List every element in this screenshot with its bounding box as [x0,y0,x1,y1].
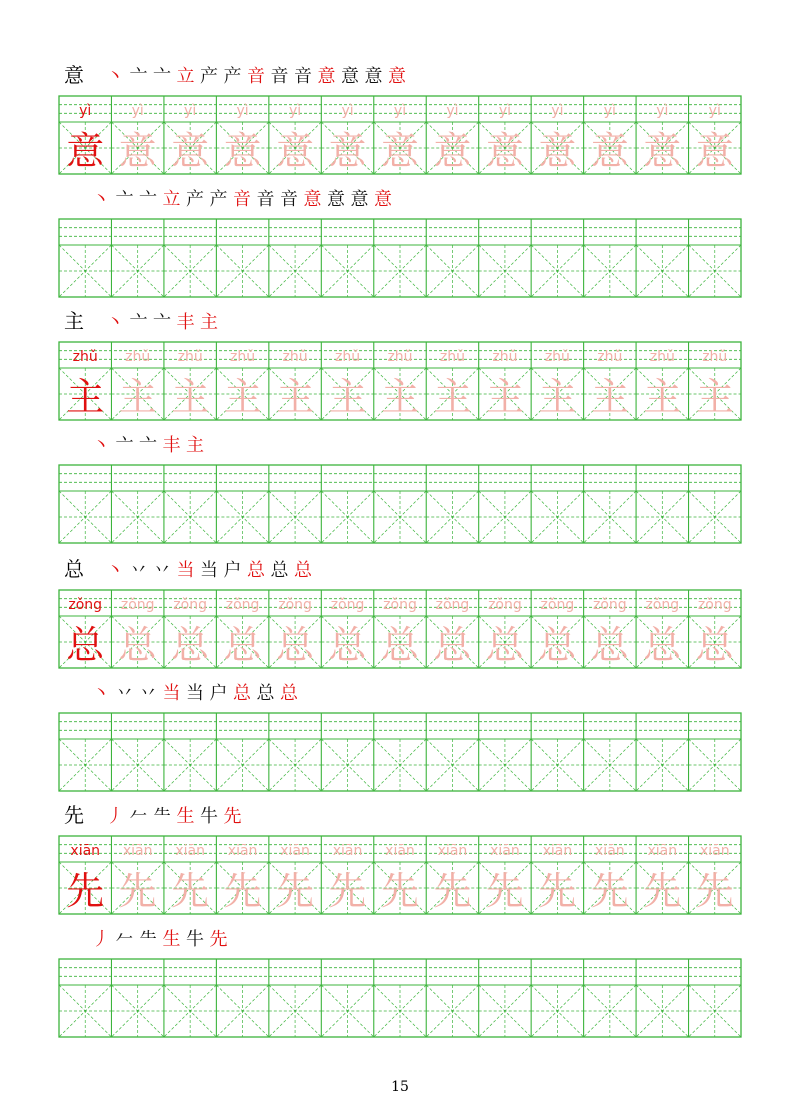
pinyin-label: xiān [70,843,101,859]
writing-cell[interactable] [111,245,163,297]
stroke-step: 音 [247,66,265,87]
stroke-step: 立 [176,66,195,87]
writing-cell[interactable] [216,985,268,1037]
stroke-step: 丶 [106,66,124,87]
practice-stroke-order [92,185,398,211]
pinyin-trace: zhǔ [282,349,308,365]
practice-stroke-order [92,679,304,705]
writing-cell[interactable] [321,491,373,543]
writing-cell[interactable] [636,985,688,1037]
trace-character: 意 [223,129,262,173]
pinyin-trace: yì [603,103,616,119]
pinyin-trace: zǒng [225,597,260,613]
stroke-step: 亠 [139,435,157,456]
writing-cell[interactable] [479,739,531,791]
writing-cell[interactable] [689,985,741,1037]
stroke-step: 户 [209,683,228,704]
trace-character: 先 [328,869,367,913]
writing-cell[interactable] [689,245,741,297]
trace-character: 主 [380,375,420,419]
trace-character: 总 [643,623,682,667]
stroke-step: 音 [280,189,298,210]
heading-character: 先 [64,803,84,827]
writing-cell[interactable] [111,985,163,1037]
writing-cell[interactable] [531,985,583,1037]
stroke-step: 丶 [92,683,110,704]
pinyin-trace: zǒng [330,597,365,613]
writing-cell[interactable] [531,491,583,543]
practice-stroke-order [92,925,233,951]
trace-character: 意 [433,129,472,173]
writing-cell[interactable] [479,245,531,297]
writing-cell[interactable] [531,245,583,297]
stroke-step: 亠 [153,312,171,333]
pinyin-trace: zǒng [488,597,522,613]
trace-character: 总 [276,623,315,667]
stroke-step: 亠 [115,435,134,456]
stroke-step: 当 [176,560,195,581]
pinyin-trace: yì [446,103,459,119]
heading-character: 意 [64,63,84,87]
stroke-step: 丷 [129,560,148,581]
writing-cell[interactable] [321,739,373,791]
stroke-step: 亠 [129,66,148,87]
writing-cell[interactable] [59,739,111,791]
stroke-step: 户 [223,560,242,581]
writing-cell[interactable] [531,739,583,791]
stroke-step: 亠 [153,66,171,87]
pinyin-trace: xiān [227,843,258,859]
writing-cell[interactable] [216,491,268,543]
stroke-step: 丿 [92,929,110,950]
writing-cell[interactable] [374,491,426,543]
writing-cell[interactable] [164,985,216,1037]
stroke-step: 音 [294,66,312,87]
pinyin-trace: xiān [542,843,573,859]
trace-character: 先 [380,869,420,913]
trace-character: 主 [118,375,157,419]
pinyin-trace: xiān [332,843,363,859]
stroke-step: 先 [223,806,242,827]
writing-cell[interactable] [269,985,321,1037]
writing-cell[interactable] [164,739,216,791]
writing-cell[interactable] [636,491,688,543]
pinyin-trace: yì [341,103,354,119]
writing-cell[interactable] [216,739,268,791]
writing-cell[interactable] [269,245,321,297]
stroke-step: ⺧ [139,929,157,950]
stroke-order-row [64,556,318,582]
trace-character: 意 [171,129,210,173]
stroke-step: 音 [233,189,251,210]
practice-grid [58,712,742,792]
trace-character: 先 [643,869,682,913]
writing-cell[interactable] [269,491,321,543]
stroke-step: 产 [209,189,228,210]
pinyin-trace: xiān [647,843,678,859]
stroke-step: 主 [186,435,204,456]
pinyin-trace: xiān [385,843,415,859]
pinyin-trace: yì [393,103,407,119]
pinyin-label: zǒng [68,597,103,613]
writing-cell[interactable] [636,739,688,791]
trace-character: 先 [485,869,524,913]
practice-grid [58,464,742,544]
trace-character: 总 [380,623,420,667]
pinyin-trace: zhǔ [544,349,570,365]
stroke-step: 意 [388,66,406,87]
page-number: 15 [391,1079,409,1095]
pinyin-trace: xiān [595,843,625,859]
pinyin-trace: xiān [699,843,730,859]
pinyin-trace: yì [184,103,197,119]
stroke-step: 总 [270,560,289,581]
stroke-step: 产 [200,66,218,87]
pinyin-trace: yì [551,103,564,119]
tracing-grid [58,835,742,915]
trace-character: 意 [276,129,315,173]
stroke-step: ⺧ [153,806,171,827]
stroke-step: 丷 [139,683,157,704]
pinyin-trace: yì [131,103,144,119]
tracing-grid [58,95,742,175]
stroke-step: 总 [256,683,275,704]
writing-cell[interactable] [584,245,636,297]
stroke-step: 产 [186,189,204,210]
stroke-step: 𠂉 [115,929,134,950]
trace-character: 意 [538,129,577,173]
writing-cell[interactable] [269,739,321,791]
pinyin-trace: zhǔ [649,349,675,365]
trace-character: 先 [590,869,629,913]
stroke-step: 先 [209,929,228,950]
writing-cell[interactable] [426,491,478,543]
stroke-order-row [64,62,412,88]
model-character: 意 [66,129,105,173]
stroke-step: 生 [162,929,181,950]
trace-character: 先 [695,869,734,913]
stroke-step: 牛 [186,929,204,950]
pinyin-trace: zǒng [278,597,312,613]
stroke-step: 丰 [176,312,195,333]
trace-character: 主 [695,375,734,419]
trace-character: 主 [485,375,524,419]
stroke-step: 意 [317,66,336,87]
trace-character: 先 [171,869,210,913]
stroke-step: 音 [256,189,275,210]
writing-cell[interactable] [321,985,373,1037]
pinyin-trace: zǒng [697,597,732,613]
pinyin-trace: zhǔ [230,349,256,365]
trace-character: 主 [171,375,210,419]
trace-character: 意 [118,129,157,173]
writing-cell[interactable] [111,739,163,791]
pinyin-trace: zǒng [645,597,680,613]
stroke-step: 意 [341,66,359,87]
stroke-step: 当 [162,683,181,704]
stroke-step: 当 [200,560,218,581]
trace-character: 主 [433,375,472,419]
stroke-step: 丶 [106,560,124,581]
pinyin-trace: xiān [122,843,153,859]
stroke-step: 总 [247,560,265,581]
pinyin-trace: zǒng [120,597,155,613]
pinyin-label: yì [79,103,92,119]
pinyin-trace: zhǔ [387,349,413,365]
tracing-grid [58,341,742,421]
stroke-step: 音 [270,66,289,87]
trace-character: 主 [538,375,577,419]
pinyin-trace: zhǔ [492,349,518,365]
practice-grid [58,218,742,298]
writing-cell[interactable] [479,491,531,543]
stroke-order-row [64,308,224,334]
trace-character: 主 [223,375,262,419]
trace-character: 总 [590,623,629,667]
pinyin-trace: zhǔ [439,349,466,365]
trace-character: 先 [118,869,157,913]
writing-cell[interactable] [636,245,688,297]
writing-cell[interactable] [584,491,636,543]
model-character: 先 [66,869,105,913]
stroke-step: 丿 [106,806,124,827]
trace-character: 主 [643,375,682,419]
writing-cell[interactable] [689,739,741,791]
practice-grid [58,958,742,1038]
stroke-step: 当 [186,683,204,704]
pinyin-trace: xiān [175,843,205,859]
trace-character: 意 [328,129,367,173]
writing-cell[interactable] [164,491,216,543]
writing-cell[interactable] [426,985,478,1037]
stroke-step: 丶 [106,312,124,333]
writing-cell[interactable] [374,985,426,1037]
pinyin-trace: zǒng [435,597,470,613]
pinyin-trace: zhǔ [177,349,203,365]
heading-character: 主 [64,309,84,333]
writing-cell[interactable] [164,245,216,297]
stroke-step: 𠂉 [129,806,148,827]
writing-cell[interactable] [111,491,163,543]
stroke-step: 牛 [200,806,218,827]
stroke-step: 丰 [162,435,181,456]
pinyin-trace: zhǔ [125,349,151,365]
trace-character: 总 [538,623,577,667]
tracing-grid [58,589,742,669]
stroke-step: 意 [350,189,369,210]
pinyin-trace: yì [288,103,302,119]
trace-character: 总 [118,623,157,667]
stroke-step: 亠 [129,312,148,333]
trace-character: 意 [695,129,734,173]
pinyin-trace: yì [708,103,721,119]
writing-cell[interactable] [426,245,478,297]
writing-cell[interactable] [321,245,373,297]
writing-cell[interactable] [216,245,268,297]
stroke-step: 总 [294,560,312,581]
model-character: 主 [66,375,105,419]
trace-character: 总 [485,623,524,667]
pinyin-trace: yì [498,103,512,119]
pinyin-trace: xiān [490,843,520,859]
pinyin-trace: zǒng [540,597,575,613]
trace-character: 总 [223,623,262,667]
writing-cell[interactable] [59,245,111,297]
trace-character: 先 [433,869,472,913]
stroke-step: 生 [176,806,195,827]
writing-cell[interactable] [59,491,111,543]
trace-character: 先 [276,869,315,913]
practice-stroke-order [92,431,210,457]
writing-cell[interactable] [426,739,478,791]
heading-character: 总 [64,557,84,581]
stroke-order-row [64,802,247,828]
trace-character: 意 [380,129,420,173]
stroke-step: 主 [200,312,218,333]
trace-character: 总 [433,623,472,667]
trace-character: 主 [590,375,629,419]
trace-character: 主 [328,375,367,419]
pinyin-trace: zǒng [593,597,627,613]
model-character: 总 [66,623,105,667]
pinyin-trace: xiān [280,843,310,859]
stroke-step: 意 [364,66,383,87]
pinyin-trace: zhǔ [597,349,623,365]
stroke-step: 丶 [92,189,110,210]
stroke-step: 意 [374,189,392,210]
stroke-step: 意 [327,189,345,210]
writing-cell[interactable] [584,739,636,791]
trace-character: 意 [590,129,629,173]
trace-character: 总 [695,623,734,667]
pinyin-trace: yì [236,103,249,119]
stroke-step: 产 [223,66,242,87]
pinyin-trace: zhǔ [702,349,728,365]
writing-cell[interactable] [374,245,426,297]
pinyin-trace: zǒng [173,597,207,613]
pinyin-trace: xiān [437,843,468,859]
trace-character: 总 [171,623,210,667]
writing-cell[interactable] [59,985,111,1037]
pinyin-label: zhǔ [72,349,98,365]
trace-character: 总 [328,623,367,667]
trace-character: 先 [223,869,262,913]
writing-cell[interactable] [584,985,636,1037]
trace-character: 先 [538,869,577,913]
pinyin-trace: zhǔ [334,349,361,365]
stroke-step: 亠 [139,189,157,210]
stroke-step: 亠 [115,189,134,210]
writing-cell[interactable] [689,491,741,543]
stroke-step: 总 [233,683,251,704]
stroke-step: 丷 [115,683,134,704]
stroke-step: 立 [162,189,181,210]
writing-cell[interactable] [374,739,426,791]
stroke-step: 意 [303,189,322,210]
stroke-step: 丶 [92,435,110,456]
pinyin-trace: zǒng [383,597,417,613]
writing-cell[interactable] [479,985,531,1037]
stroke-step: 总 [280,683,298,704]
trace-character: 意 [485,129,524,173]
trace-character: 主 [276,375,315,419]
trace-character: 意 [643,129,682,173]
stroke-step: 丷 [153,560,171,581]
pinyin-trace: yì [656,103,669,119]
